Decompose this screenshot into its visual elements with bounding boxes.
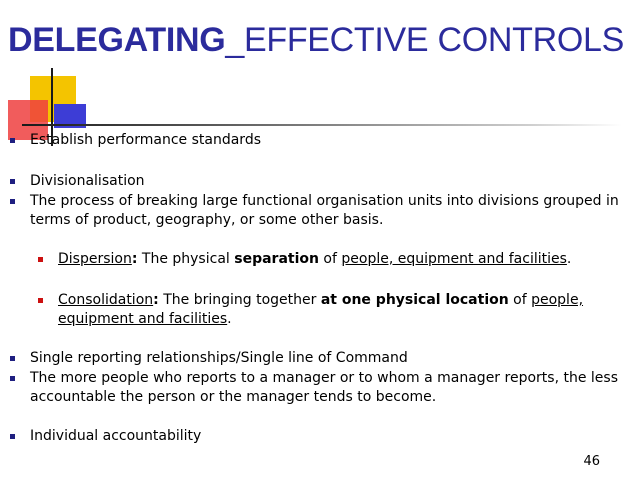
sub-bullet-consolidation (38, 291, 630, 329)
bullet-performance-standards (10, 131, 620, 150)
term-colon: : (153, 292, 159, 308)
emphasis-separation: separation (234, 251, 319, 267)
text-part: The bringing together (158, 292, 321, 308)
bullet-text: Individual accountability (30, 428, 202, 444)
bullet-marker (10, 199, 15, 204)
text-part: of (508, 292, 532, 308)
term-colon: : (131, 251, 138, 267)
bullet-accountability-explanation (10, 369, 620, 407)
page-number: 46 (583, 454, 600, 469)
text-end: . (227, 311, 232, 327)
slide-title (8, 20, 624, 60)
bullet-divisionalisation (10, 172, 620, 191)
bullet-marker (10, 356, 15, 361)
bullet-text: Establish performance standards (30, 132, 261, 148)
sub-bullet-dispersion (38, 250, 628, 269)
bullet-text: The more people who reports to a manager or to whom a manager reports, the less accountable the person or the manager tends to become. (30, 370, 618, 405)
bullet-text: Divisionalisation (30, 173, 145, 189)
bullet-marker (10, 376, 15, 381)
decor-horizontal-rule (22, 124, 622, 126)
bullet-marker (10, 434, 15, 439)
text-end: . (566, 251, 572, 267)
term-dispersion: Dispersion (58, 251, 132, 267)
sub-bullet-marker (38, 298, 43, 303)
bullet-single-reporting (10, 349, 620, 368)
sub-bullet-text (58, 250, 628, 269)
underlined-resources: people, equipment and facilities (341, 251, 567, 267)
bullet-text: Single reporting relationships/Single line of Command (30, 350, 408, 366)
bullet-marker (10, 179, 15, 184)
emphasis-one-location: at one physical location (320, 292, 509, 308)
text-part: The physical (137, 251, 235, 267)
title-normal-part: _EFFECTIVE CONTROLS (225, 21, 624, 59)
bullet-divisionalisation-definition (10, 192, 620, 230)
bullet-text: The process of breaking large functional organisation units into divisions grouped in terms of product, geography, or some other basis. (30, 193, 619, 228)
underlined-resources: people, equipment and facilities (58, 292, 584, 327)
sub-bullet-text (58, 291, 630, 329)
title-bold-part: DELEGATING (8, 21, 226, 59)
bullet-individual-accountability (10, 427, 620, 446)
text-part: of (318, 251, 342, 267)
sub-bullet-marker (38, 257, 43, 262)
term-consolidation: Consolidation (58, 292, 154, 308)
bullet-marker (10, 138, 15, 143)
